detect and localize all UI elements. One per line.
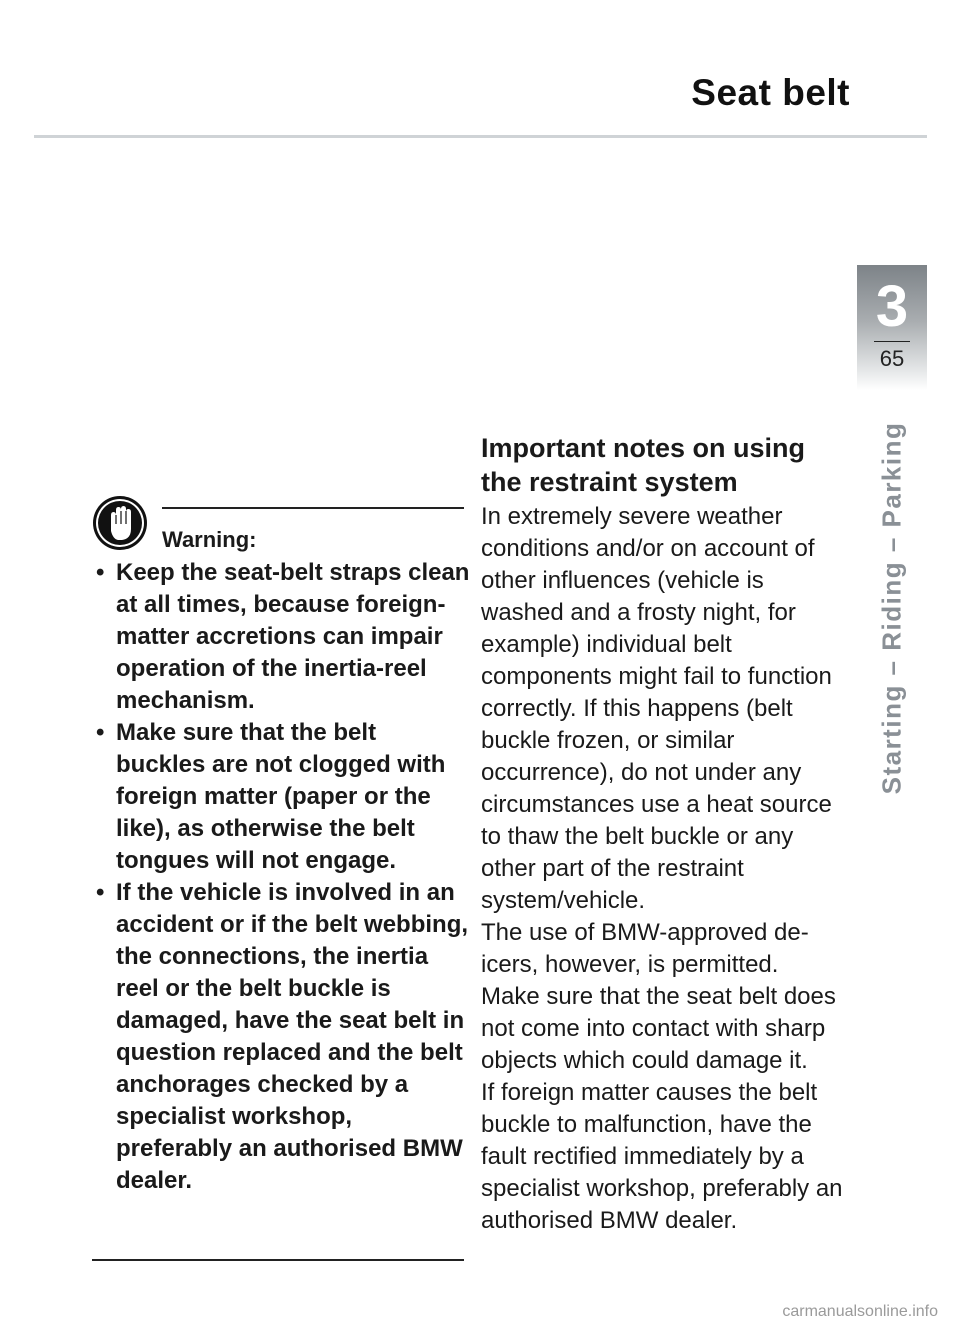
bullet-icon: • (96, 719, 105, 746)
list-item: • Keep the seat-belt straps clean at all times, because foreign-matter accretions can impair operation of the inertia-reel mechanism. (96, 559, 470, 714)
chapter-side-label: Starting – Riding – Parking (876, 421, 907, 795)
paragraph: In extremely severe weather conditions and/or on account of other influences (vehicle is washed and a frosty night, for example) individual belt components might fail to function correctly. If this happens (belt buckle frozen, or similar occurrence), do not under any circumstances use a heat source to thaw the belt buckle or any other part of the restraint system/vehicle. (481, 503, 832, 914)
section-heading: Important notes on using the restraint system (481, 433, 805, 497)
stop-hand-icon (92, 495, 148, 551)
warning-title: Warning: (162, 527, 257, 552)
header-divider (34, 135, 927, 138)
page-title: Seat belt (691, 72, 850, 113)
warning-bottom-rule (92, 1259, 464, 1261)
notes-section (481, 431, 851, 1237)
paragraph: The use of BMW-approved de-icers, however, is permitted. (481, 919, 809, 978)
warning-top-rule (162, 507, 464, 509)
paragraph: If foreign matter causes the belt buckle to malfunction, have the fault rectified immediately by a specialist workshop, preferably an authorised BMW dealer. (481, 1079, 843, 1234)
chapter-tab (857, 265, 927, 390)
list-item: • If the vehicle is involved in an accident or if the belt webbing, the connections, the inertia reel or the belt buckle is damaged, have the seat belt in question replaced and the belt anchorages checked by a specialist workshop, preferably an authorised BMW dealer. (96, 879, 469, 1194)
chapter-divider (874, 341, 910, 342)
bullet-icon: • (96, 559, 105, 586)
watermark: carmanualsonline.info (782, 1303, 938, 1320)
page-number: 65 (879, 346, 905, 371)
paragraph: Make sure that the seat belt does not come into contact with sharp objects which could damage it. (481, 983, 836, 1074)
chapter-number: 3 (875, 274, 909, 339)
bullet-icon: • (96, 879, 105, 906)
list-item: • Make sure that the belt buckles are not clogged with foreign matter (paper or the like), as otherwise the belt tongues will not engage. (96, 719, 446, 874)
warning-list (92, 557, 472, 1197)
